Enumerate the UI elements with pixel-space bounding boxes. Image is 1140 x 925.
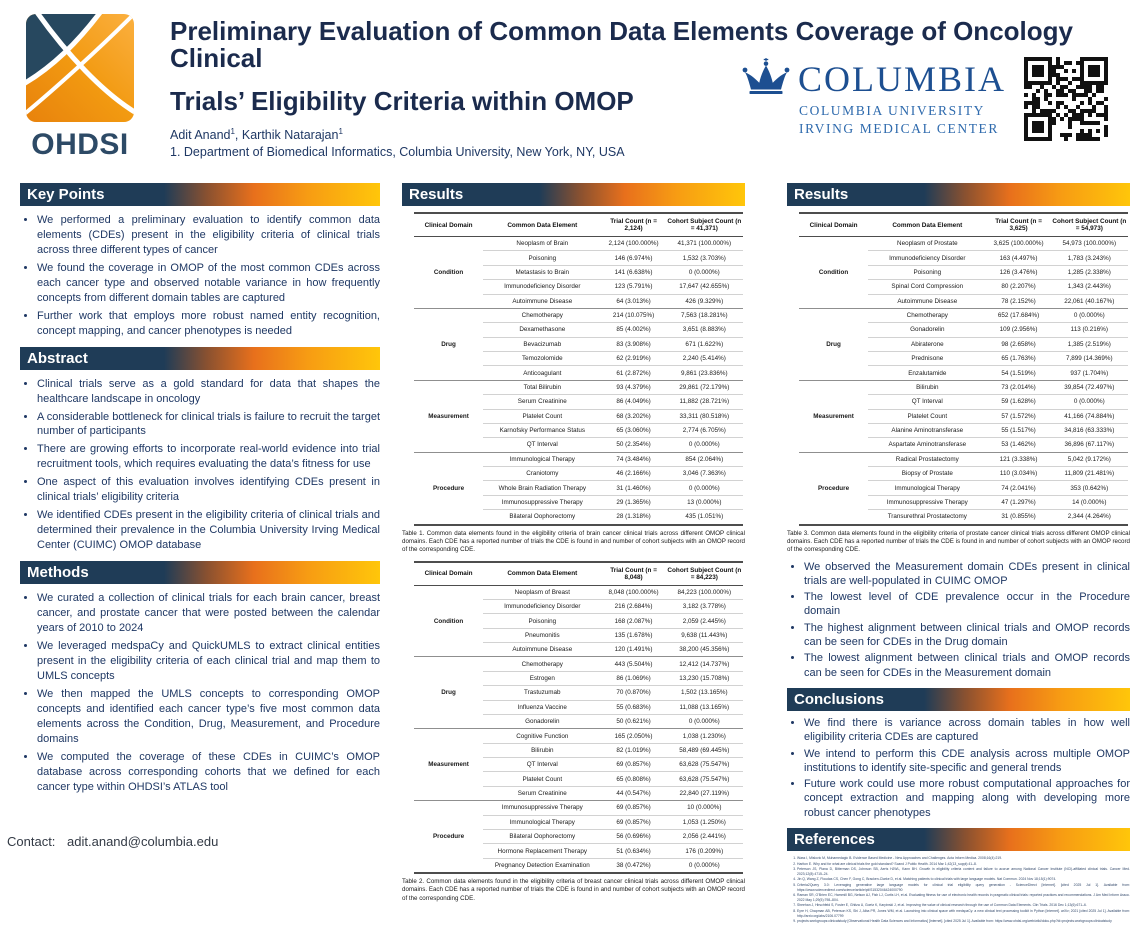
table-cell: 1,343 (2.443%)	[1051, 280, 1128, 294]
bullet-item: • We observed the Measurement domain CDEs present in clinical trials are well-populated in CUIMC OMOP	[804, 560, 1130, 589]
table-cell: 63,628 (75.547%)	[666, 772, 743, 786]
section-header-results-right: Results	[787, 183, 1130, 206]
section-header-conclusions: Conclusions	[787, 688, 1130, 711]
table-cell: 14 (0.000%)	[1051, 495, 1128, 509]
cde-table	[414, 212, 743, 526]
domain-cell: Condition	[414, 237, 483, 309]
table-cell: 11,882 (28.721%)	[666, 395, 743, 409]
table-row	[799, 237, 1128, 251]
table-cell: 120 (1.491%)	[602, 643, 666, 657]
table-cell: 123 (5.791%)	[602, 280, 666, 294]
table-header-cell: Trial Count (n = 8,048)	[602, 562, 666, 586]
table-cell: 55 (0.683%)	[602, 700, 666, 714]
right-column	[787, 183, 1130, 925]
table-cell: 1,053 (1.250%)	[666, 815, 743, 829]
table-cell: 854 (2.064%)	[666, 452, 743, 466]
table-cell: Gonadorelin	[868, 323, 986, 337]
table-cell: 3,625 (100.000%)	[987, 237, 1051, 251]
table-cell: 146 (6.974%)	[602, 251, 666, 265]
table-cell: 61 (2.872%)	[602, 366, 666, 380]
table-cell: Total Bilirubin	[483, 380, 601, 394]
table-cell: 1,502 (13.165%)	[666, 686, 743, 700]
table-cell: 435 (1.051%)	[666, 510, 743, 525]
table-cell: Neoplasm of Brain	[483, 237, 601, 251]
table-row	[414, 729, 743, 743]
table-cell: Spinal Cord Compression	[868, 280, 986, 294]
table-cell: 135 (1.678%)	[602, 628, 666, 642]
table-cell: Immunodeficiency Disorder	[483, 280, 601, 294]
table-header-cell: Cohort Subject Count (n = 84,223)	[666, 562, 743, 586]
table-cell: 65 (0.808%)	[602, 772, 666, 786]
table-1-caption: Table 1. Common data elements found in the eligibility criteria of brain cancer clinical trials across different OMOP clinical domains. Each CDE has a reported number of trials the CDE is found in and number of cohort subjects with an OMOP record of the corresponding CDE.	[402, 529, 745, 554]
table-cell: 141 (6.638%)	[602, 265, 666, 279]
contact-line	[7, 834, 218, 849]
bullet-item: 9. projects:workgroups:clinicalstudy [Observational Health Data Sciences and Informatics] [Internet]. [cited 2025 Jul 1]. Available from: https://www.ohdsi.org/web/wiki/doku.php?id=projects:workgroups:clinicalstudy	[797, 919, 1130, 924]
bullet-item: • A considerable bottleneck for clinical trials is failure to recruit the target number of participants	[37, 410, 380, 440]
table-cell: Craniotomy	[483, 467, 601, 481]
columbia-subtitle-1: COLUMBIA UNIVERSITY	[799, 103, 986, 118]
table-cell: 93 (4.379%)	[602, 380, 666, 394]
table-cell: Platelet Count	[868, 409, 986, 423]
bullet-item: • We computed the coverage of these CDEs in CUIMC’s OMOP database across corresponding cohorts that we defined for each cancer type within OHDSI’s ATLAS tool	[37, 750, 380, 795]
table-cell: 0 (0.000%)	[1051, 395, 1128, 409]
table-cell: Prednisone	[868, 352, 986, 366]
ohdsi-wordmark: OHDSI	[31, 128, 129, 161]
table-cell: Whole Brain Radiation Therapy	[483, 481, 601, 495]
table-cell: Immunological Therapy	[483, 452, 601, 466]
table-cell: Autoimmune Disease	[868, 294, 986, 308]
table-cell: Anticoagulant	[483, 366, 601, 380]
table-cell: 1,285 (2.338%)	[1051, 265, 1128, 279]
table-cell: 9,638 (11.443%)	[666, 628, 743, 642]
table-cell: Bevacizumab	[483, 337, 601, 351]
table-cell: 2,240 (5.414%)	[666, 352, 743, 366]
table-cell: 46 (2.166%)	[602, 467, 666, 481]
table-cell: 5,042 (9.172%)	[1051, 452, 1128, 466]
table-cell: Trastuzumab	[483, 686, 601, 700]
domain-cell: Measurement	[414, 380, 483, 452]
author-2-affil-mark: 1	[338, 126, 343, 136]
table-cell: 63,628 (75.547%)	[666, 758, 743, 772]
domain-cell: Measurement	[414, 729, 483, 801]
table-cell: 62 (2.919%)	[602, 352, 666, 366]
contact-label: Contact:	[7, 834, 56, 849]
table-cell: 50 (0.621%)	[602, 714, 666, 728]
table-cell: 426 (9.329%)	[666, 294, 743, 308]
table-cell: 7,563 (18.281%)	[666, 308, 743, 322]
table-cell: 29,861 (72.179%)	[666, 380, 743, 394]
table-header-cell: Common Data Element	[868, 213, 986, 237]
table-cell: 3,182 (3.778%)	[666, 599, 743, 613]
table-cell: 34,816 (63.333%)	[1051, 423, 1128, 437]
table-cell: 44 (0.547%)	[602, 786, 666, 800]
bullet-item: 1. Wass I, Mislovic M, Muhamedagic B. Evidence Based Medicine - New Approaches and Challenges. Acta Inform Medica. 2008;16(4):219.	[797, 856, 1130, 861]
bullet-item: • We identified CDEs present in the eligibility criteria of clinical trials and determined their prevalence in the Columbia University Irving Medical Center (CUIMC) OMOP database	[37, 508, 380, 553]
table-header-cell: Trial Count (n = 3,625)	[987, 213, 1051, 237]
table-cell: 55 (1.517%)	[987, 423, 1051, 437]
table-cell: 28 (1.318%)	[602, 510, 666, 525]
table-cell: 214 (10.075%)	[602, 308, 666, 322]
table-cell: Poisoning	[868, 265, 986, 279]
table-row	[414, 657, 743, 671]
table-cell: 56 (0.696%)	[602, 829, 666, 843]
table-cell: 69 (0.857%)	[602, 815, 666, 829]
table-cell: 83 (3.908%)	[602, 337, 666, 351]
table-cell: 78 (2.152%)	[987, 294, 1051, 308]
table-cell: Transurethral Prostatectomy	[868, 510, 986, 525]
table-cell: 41,166 (74.884%)	[1051, 409, 1128, 423]
table-cell: 38,200 (45.356%)	[666, 643, 743, 657]
table-cell: 54,973 (100.000%)	[1051, 237, 1128, 251]
table-cell: 109 (2.956%)	[987, 323, 1051, 337]
table-cell: 2,056 (2.441%)	[666, 829, 743, 843]
bullet-item: • We found the coverage in OMOP of the most common CDEs across each cancer type and observed notable variance in how frequently concepts from different domain tables are captured	[37, 261, 380, 306]
table-cell: 0 (0.000%)	[666, 265, 743, 279]
table-cell: Poisoning	[483, 251, 601, 265]
table-cell: 65 (1.763%)	[987, 352, 1051, 366]
bullet-item: 5. Criteria2Query 3.0: Leveraging generative large language models for clinical trial eligibility query generation - ScienceDirect [Internet]. [cited 2025 Jul 1]. Available from: https://www.sciencedirect.com/science/article/pii/S1532046424000790	[797, 883, 1130, 892]
table-cell: QT Interval	[868, 395, 986, 409]
table-cell: 113 (0.216%)	[1051, 323, 1128, 337]
table-cell: 652 (17.684%)	[987, 308, 1051, 322]
bullet-item: 2. Hariton E. Why and for what are clinical trials the gold standard? Scand J Public Health. 2014 Mar 1;42(13_suppl):41–8.	[797, 862, 1130, 867]
table-row	[414, 585, 743, 599]
table-cell: 17,647 (42.655%)	[666, 280, 743, 294]
table-cell: 8,048 (100.000%)	[602, 585, 666, 599]
table-cell: Chemotherapy	[868, 308, 986, 322]
table-cell: 50 (2.354%)	[602, 438, 666, 452]
table-header-cell: Trial Count (n = 2,124)	[602, 213, 666, 237]
table-cell: 58,489 (69.445%)	[666, 743, 743, 757]
table-cell: 11,809 (21.481%)	[1051, 467, 1128, 481]
table-cell: 68 (3.202%)	[602, 409, 666, 423]
table-cell: Radical Prostatectomy	[868, 452, 986, 466]
table-cell: 13,230 (15.708%)	[666, 671, 743, 685]
poster-title-line1: Preliminary Evaluation of Common Data Elements Coverage of Oncology Clinical	[170, 16, 1073, 74]
table-row	[414, 308, 743, 322]
table-cell: 0 (0.000%)	[1051, 308, 1128, 322]
table-header-cell: Cohort Subject Count (n = 54,973)	[1051, 213, 1128, 237]
table-cell: 110 (3.034%)	[987, 467, 1051, 481]
methods-list	[20, 591, 380, 794]
domain-cell: Drug	[414, 308, 483, 380]
bullet-item: • We intend to perform this CDE analysis across multiple OMOP institutions to identify site-specific and general trends	[804, 747, 1130, 776]
bullet-item: • One aspect of this evaluation involves identifying CDEs present in clinical trials’ eligibility criteria	[37, 475, 380, 505]
table-cell: 80 (2.207%)	[987, 280, 1051, 294]
table-cell: 937 (1.704%)	[1051, 366, 1128, 380]
table-cell: 2,059 (2.445%)	[666, 614, 743, 628]
table-2-caption: Table 2. Common data elements found in the eligibility criteria of breast cancer clinical trials across different OMOP clinical domains. Each CDE has a reported number of trials the CDE is found in and number of cohort subjects with an OMOP record of the corresponding CDE.	[402, 878, 745, 902]
table-cell: 38 (0.472%)	[602, 858, 666, 873]
table-cell: Immunological Therapy	[868, 481, 986, 495]
bullet-item: 8. Eyre H, Chapman AB, Peterson KS, Shi J, Alba PR, Jones WM, et al. Launching into clinical space with medspaCy: a new clinical text processing toolkit in Python [Internet]. arXiv; 2021 [cited 2025 Jul 1]. Available from: http://arxiv.org/abs/2106.07799	[797, 909, 1130, 918]
table-cell: Chemotherapy	[483, 308, 601, 322]
table-cell: 64 (3.013%)	[602, 294, 666, 308]
table-cell: 1,038 (1.230%)	[666, 729, 743, 743]
table-cell: Influenza Vaccine	[483, 700, 601, 714]
table-row	[414, 452, 743, 466]
table-cell: 86 (1.069%)	[602, 671, 666, 685]
contact-email[interactable]: adit.anand@columbia.edu	[67, 834, 219, 849]
author-1-affil-mark: 1	[230, 126, 235, 136]
table-cell: 22,840 (27.119%)	[666, 786, 743, 800]
author-1: Adit Anand	[170, 128, 231, 143]
domain-cell: Procedure	[799, 452, 868, 524]
table-header-cell: Common Data Element	[483, 213, 601, 237]
left-column	[20, 183, 380, 798]
ohdsi-logo-icon	[26, 14, 134, 122]
table-cell: 3,046 (7.363%)	[666, 467, 743, 481]
table-cell: 33,311 (80.518%)	[666, 409, 743, 423]
bullet-item: • Clinical trials serve as a gold standard for data that shapes the healthcare landscape in oncology	[37, 377, 380, 407]
table-cell: Aspartate Aminotransferase	[868, 438, 986, 452]
table-cell: 22,061 (40.167%)	[1051, 294, 1128, 308]
table-cell: 168 (2.087%)	[602, 614, 666, 628]
table-cell: Neoplasm of Breast	[483, 585, 601, 599]
table-header-cell: Cohort Subject Count (n = 41,371)	[666, 213, 743, 237]
table-header-cell: Clinical Domain	[414, 213, 483, 237]
table-cell: Autoimmune Disease	[483, 643, 601, 657]
bullet-item: • The lowest level of CDE prevalence occur in the Procedure domain	[804, 590, 1130, 619]
table-cell: 41,371 (100.000%)	[666, 237, 743, 251]
table-cell: 9,861 (23.836%)	[666, 366, 743, 380]
bullet-item: 3. Peterson JS, Plana D, Bitterman DS, Johnson SB, Aerts HJWL, Kann BH. Growth in eligibility criteria content and failure to accrue among National Cancer Institute (NCI)-affiliated clinical trials. Cancer Med. 2023;12(8):4715–24.	[797, 867, 1130, 876]
table-cell: 86 (4.049%)	[602, 395, 666, 409]
table-cell: 3,651 (8.883%)	[666, 323, 743, 337]
table-row	[414, 237, 743, 251]
table-cell: 121 (3.338%)	[987, 452, 1051, 466]
table-cell: 31 (1.460%)	[602, 481, 666, 495]
table-cell: 84,223 (100.000%)	[666, 585, 743, 599]
columbia-crown-icon	[742, 58, 790, 100]
section-header-abstract: Abstract	[20, 347, 380, 370]
author-separator: ,	[234, 128, 242, 143]
table-cell: 70 (0.870%)	[602, 686, 666, 700]
bullet-item: • Further work that employs more robust named entity recognition, concept mapping, and cancer phenotypes is needed	[37, 309, 380, 339]
table-cell: 0 (0.000%)	[666, 858, 743, 873]
table-cell: 59 (1.628%)	[987, 395, 1051, 409]
table-cell: 0 (0.000%)	[666, 714, 743, 728]
table-cell: 82 (1.019%)	[602, 743, 666, 757]
table-cell: 11,088 (13.165%)	[666, 700, 743, 714]
table-cell: Bilateral Oophorectomy	[483, 829, 601, 843]
table-cell: Poisoning	[483, 614, 601, 628]
table-cell: Estrogen	[483, 671, 601, 685]
table-cell: 2,124 (100.000%)	[602, 237, 666, 251]
bullet-item: • Future work could use more robust computational approaches for concept extraction and mapping along with developing more robust cancer phenotypes	[804, 777, 1130, 820]
table-cell: Cognitive Function	[483, 729, 601, 743]
table-cell: Bilateral Oophorectomy	[483, 510, 601, 525]
domain-cell: Procedure	[414, 801, 483, 873]
table-header-cell: Common Data Element	[483, 562, 601, 586]
table-cell: Gonadorelin	[483, 714, 601, 728]
table-cell: 51 (0.634%)	[602, 844, 666, 858]
table-cell: 57 (1.572%)	[987, 409, 1051, 423]
table-cell: 74 (2.041%)	[987, 481, 1051, 495]
table-cell: 0 (0.000%)	[666, 438, 743, 452]
table-cell: 69 (0.857%)	[602, 758, 666, 772]
domain-cell: Drug	[799, 308, 868, 380]
table-cell: Chemotherapy	[483, 657, 601, 671]
table-cell: Alanine Aminotransferase	[868, 423, 986, 437]
references-list	[787, 856, 1130, 924]
table-cell: Platelet Count	[483, 409, 601, 423]
table-cell: 12,412 (14.737%)	[666, 657, 743, 671]
table-cell: 671 (1.622%)	[666, 337, 743, 351]
table-cell: Temozolomide	[483, 352, 601, 366]
table-cell: 65 (3.060%)	[602, 423, 666, 437]
breast-cancer-table	[402, 561, 745, 875]
table-cell: 54 (1.519%)	[987, 366, 1051, 380]
section-header-key-points: Key Points	[20, 183, 380, 206]
bullet-item: • We curated a collection of clinical trials for each brain cancer, breast cancer, and prostate cancer that were posted between the calendar years of 2010 to 2024	[37, 591, 380, 636]
table-cell: Pregnancy Detection Examination	[483, 858, 601, 873]
bullet-item: 4. Jin Q, Wang Z, Floudas CS, Chen F, Gong C, Bracken-Clarke D, et al. Matching patients to clinical trials with large language models. Nat Commun. 2024 Nov 18;15(1):9074.	[797, 877, 1130, 882]
table-cell: Immunosuppressive Therapy	[483, 801, 601, 815]
table-cell: 165 (2.050%)	[602, 729, 666, 743]
key-points-list	[20, 213, 380, 339]
table-cell: 7,899 (14.369%)	[1051, 352, 1128, 366]
table-cell: 126 (3.476%)	[987, 265, 1051, 279]
table-cell: 353 (0.642%)	[1051, 481, 1128, 495]
table-cell: Immunological Therapy	[483, 815, 601, 829]
section-header-results-middle: Results	[402, 183, 745, 206]
affiliation-line: 1. Department of Biomedical Informatics, Columbia University, New York, NY, USA	[170, 145, 625, 160]
table-cell: 39,854 (72.497%)	[1051, 380, 1128, 394]
table-cell: QT Interval	[483, 438, 601, 452]
columbia-subtitle-2: IRVING MEDICAL CENTER	[799, 120, 1000, 136]
table-cell: Immunodeficiency Disorder	[868, 251, 986, 265]
table-cell: 85 (4.002%)	[602, 323, 666, 337]
table-cell: 0 (0.000%)	[666, 481, 743, 495]
table-cell: 74 (3.484%)	[602, 452, 666, 466]
bullet-item: 7. Sheehan J, Hirschfeld S, Foster E, Ghitza U, Goetz K, Karpinski J, et al. Improving the value of clinical research through the use of Common Data Elements. Clin Trials. 2016 Dec 1;13(6):671–6.	[797, 903, 1130, 908]
table-cell: Biopsy of Prostate	[868, 467, 986, 481]
table-cell: 53 (1.462%)	[987, 438, 1051, 452]
table-cell: 443 (5.504%)	[602, 657, 666, 671]
ohdsi-logo-block	[24, 14, 136, 162]
table-row	[799, 452, 1128, 466]
table-cell: Serum Creatinine	[483, 395, 601, 409]
table-cell: 73 (2.014%)	[987, 380, 1051, 394]
table-cell: 29 (1.365%)	[602, 495, 666, 509]
table-cell: Enzalutamide	[868, 366, 986, 380]
table-cell: 2,344 (4.264%)	[1051, 510, 1128, 525]
conclusions-list	[787, 716, 1130, 820]
table-row	[799, 380, 1128, 394]
table-cell: Pneumonitis	[483, 628, 601, 642]
domain-cell: Procedure	[414, 452, 483, 524]
brain-cancer-table	[402, 212, 745, 526]
table-cell: Neoplasm of Prostate	[868, 237, 986, 251]
table-cell: 31 (0.855%)	[987, 510, 1051, 525]
cde-table	[799, 212, 1128, 526]
table-row	[799, 308, 1128, 322]
bullet-item: • We find there is variance across domain tables in how well eligibility criteria CDEs are captured	[804, 716, 1130, 745]
table-cell: 98 (2.658%)	[987, 337, 1051, 351]
table-cell: 69 (0.857%)	[602, 801, 666, 815]
table-cell: 10 (0.000%)	[666, 801, 743, 815]
bullet-item: • We then mapped the UMLS concepts to corresponding OMOP concepts and identified each cancer type’s five most common data elements across the Condition, Drug, Measurement, and Procedure domains	[37, 687, 380, 747]
poster-title-line2: Trials’ Eligibility Criteria within OMOP	[170, 85, 634, 116]
table-cell: Bilirubin	[868, 380, 986, 394]
columbia-logo-block	[742, 58, 1020, 137]
table-cell: Immunodeficiency Disorder	[483, 599, 601, 613]
domain-cell: Drug	[414, 657, 483, 729]
table-cell: 13 (0.000%)	[666, 495, 743, 509]
prostate-cancer-table	[787, 212, 1130, 526]
table-cell: Platelet Count	[483, 772, 601, 786]
bullet-item: • We leveraged medspaCy and QuickUMLS to extract clinical entities present in the eligibility criteria of each clinical trial and map them to UMLS concepts	[37, 639, 380, 684]
section-header-references: References	[787, 828, 1130, 851]
bullet-item: • The highest alignment between clinical trials and OMOP records can be seen for CDEs in the Drug domain	[804, 621, 1130, 650]
table-cell: Autoimmune Disease	[483, 294, 601, 308]
table-cell: 216 (2.684%)	[602, 599, 666, 613]
bullet-item: • The lowest alignment between clinical trials and OMOP records can be seen for CDEs in the Measurement domain	[804, 651, 1130, 680]
table-cell: Abiraterone	[868, 337, 986, 351]
table-cell: 1,532 (3.703%)	[666, 251, 743, 265]
bullet-item: 6. Raman SR, O’Brien EC, Hammill BG, Nelson AJ, Fish LJ, Curtis LH, et al. Evaluating fitness for use of electronic health records in pragmatic clinical trials: reported practices and recommendations. J Am Med Inform Assoc. 2022 May 1;29(5):798–804.	[797, 893, 1130, 902]
table-header-cell: Clinical Domain	[414, 562, 483, 586]
table-cell: QT Interval	[483, 758, 601, 772]
bullet-item: • We performed a preliminary evaluation to identify common data elements (CDEs) present in the eligibility criteria of clinical trials across three different types of cancer	[37, 213, 380, 258]
table-cell: Karnofsky Performance Status	[483, 423, 601, 437]
domain-cell: Measurement	[799, 380, 868, 452]
table-cell: Immunosuppressive Therapy	[483, 495, 601, 509]
domain-cell: Condition	[799, 237, 868, 309]
table-3-caption: Table 3. Common data elements found in the eligibility criteria of prostate cancer clinical trials across different OMOP clinical domains. Each CDE has a reported number of trials the CDE is found in and number of cohort subjects with an OMOP record of the corresponding CDE.	[787, 529, 1130, 554]
table-cell: Bilirubin	[483, 743, 601, 757]
table-cell: 47 (1.297%)	[987, 495, 1051, 509]
table-cell: 1,783 (3.243%)	[1051, 251, 1128, 265]
bullet-item: • There are growing efforts to incorporate real-world evidence into trial recruitment tools, which requires evaluating the data’s fitness for use	[37, 442, 380, 472]
table-cell: Dexamethasone	[483, 323, 601, 337]
table-header-cell: Clinical Domain	[799, 213, 868, 237]
table-row	[414, 801, 743, 815]
middle-column	[402, 183, 745, 903]
table-cell: 176 (0.209%)	[666, 844, 743, 858]
table-cell: 2,774 (6.705%)	[666, 423, 743, 437]
author-2: Karthik Natarajan	[241, 128, 339, 143]
abstract-list	[20, 377, 380, 553]
table-cell: 163 (4.497%)	[987, 251, 1051, 265]
section-header-methods: Methods	[20, 561, 380, 584]
table-cell: Serum Creatinine	[483, 786, 601, 800]
cde-table	[414, 561, 743, 875]
table-cell: Immunosuppressive Therapy	[868, 495, 986, 509]
qr-code	[1024, 57, 1108, 141]
table-cell: 1,385 (2.519%)	[1051, 337, 1128, 351]
domain-cell: Condition	[414, 585, 483, 657]
table-cell: 36,896 (67.117%)	[1051, 438, 1128, 452]
table-cell: Hormone Replacement Therapy	[483, 844, 601, 858]
table-cell: Metastasis to Brain	[483, 265, 601, 279]
results-observations-list	[787, 560, 1130, 680]
columbia-wordmark: COLUMBIA	[798, 59, 1007, 99]
table-row	[414, 380, 743, 394]
